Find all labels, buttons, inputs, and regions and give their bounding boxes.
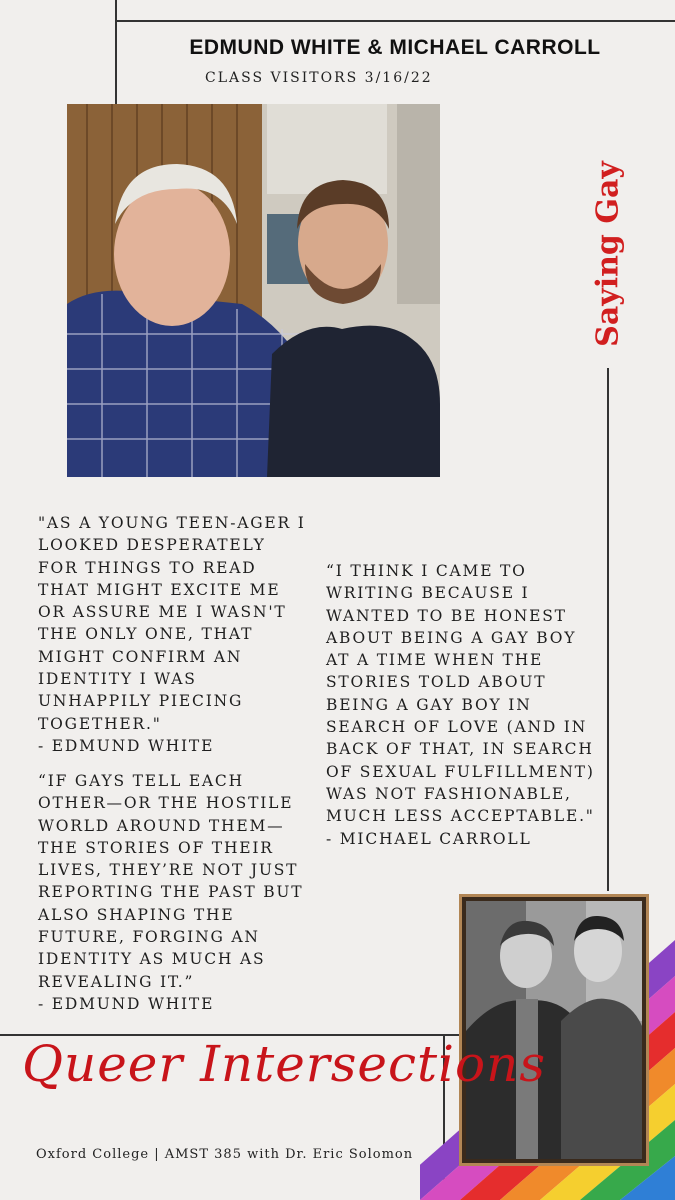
quote-line: AT A TIME WHEN THE <box>326 651 544 670</box>
quote-line: STORIES TOLD ABOUT <box>326 673 547 692</box>
quote-line: OTHER—OR THE HOSTILE <box>38 794 294 813</box>
framed-photo-image <box>466 901 642 1159</box>
quote-edmund-white-2 <box>38 770 304 1015</box>
quote-line: THE ONLY ONE, THAT <box>38 625 254 644</box>
quote-michael-carroll <box>326 560 596 850</box>
quote-line: UNHAPPILY PIECING <box>38 692 244 711</box>
quote-author: - EDMUND WHITE <box>38 994 215 1013</box>
quote-line: "AS A YOUNG TEEN-AGER I <box>38 514 306 532</box>
quote-line: MIGHT CONFIRM AN <box>38 647 243 666</box>
quote-line: FUTURE, FORGING AN <box>38 928 260 947</box>
quote-author: - EDMUND WHITE <box>38 736 215 755</box>
quote-line: REPORTING THE PAST BUT <box>38 883 304 902</box>
side-title: Saying Gay <box>590 161 626 347</box>
quote-author: - MICHAEL CARROLL <box>326 829 532 848</box>
main-photo <box>67 104 440 477</box>
quote-line: ABOUT BEING A GAY BOY <box>326 628 577 647</box>
quote-line: OF SEXUAL FULFILLMENT) <box>326 762 595 781</box>
quote-line: WORLD AROUND THEM— <box>38 816 285 835</box>
quote-line: TOGETHER." <box>38 714 162 733</box>
page-title: EDMUND WHITE & MICHAEL CARROLL <box>189 36 601 59</box>
quote-line: BACK OF THAT, IN SEARCH <box>326 740 594 759</box>
quote-line: REVEALING IT.” <box>38 972 195 991</box>
quote-line: “I THINK I CAME TO <box>326 562 527 580</box>
divider-horizontal-top <box>115 20 675 22</box>
quote-line: IDENTITY AS MUCH AS <box>38 950 266 969</box>
quote-edmund-white-1 <box>38 512 306 757</box>
banner-title: Queer Intersections <box>22 1035 547 1093</box>
quote-line: SEARCH OF LOVE (AND IN <box>326 718 588 737</box>
footer-credit: Oxford College | AMST 385 with Dr. Eric Solomon <box>36 1147 414 1162</box>
quote-line: WANTED TO BE HONEST <box>326 606 567 625</box>
quote-line: BEING A GAY BOY IN <box>326 695 532 714</box>
framed-photo <box>459 894 649 1166</box>
quote-line: OR ASSURE ME I WASN'T <box>38 603 287 622</box>
divider-vertical-right <box>607 368 609 891</box>
quote-line: THE STORIES OF THEIR <box>38 838 274 857</box>
quote-line: LOOKED DESPERATELY <box>38 536 266 555</box>
quote-line: “IF GAYS TELL EACH <box>38 772 244 790</box>
page-subtitle: CLASS VISITORS 3/16/22 <box>205 70 433 86</box>
quote-line: WAS NOT FASHIONABLE, <box>326 784 572 803</box>
quote-line: ALSO SHAPING THE <box>38 905 235 924</box>
quote-line: LIVES, THEY’RE NOT JUST <box>38 861 299 880</box>
quote-line: MUCH LESS ACCEPTABLE." <box>326 807 595 826</box>
quote-line: THAT MIGHT EXCITE ME <box>38 580 281 599</box>
quote-line: WRITING BECAUSE I <box>326 584 530 603</box>
quote-line: FOR THINGS TO READ <box>38 558 257 577</box>
quote-line: IDENTITY I WAS <box>38 670 197 689</box>
